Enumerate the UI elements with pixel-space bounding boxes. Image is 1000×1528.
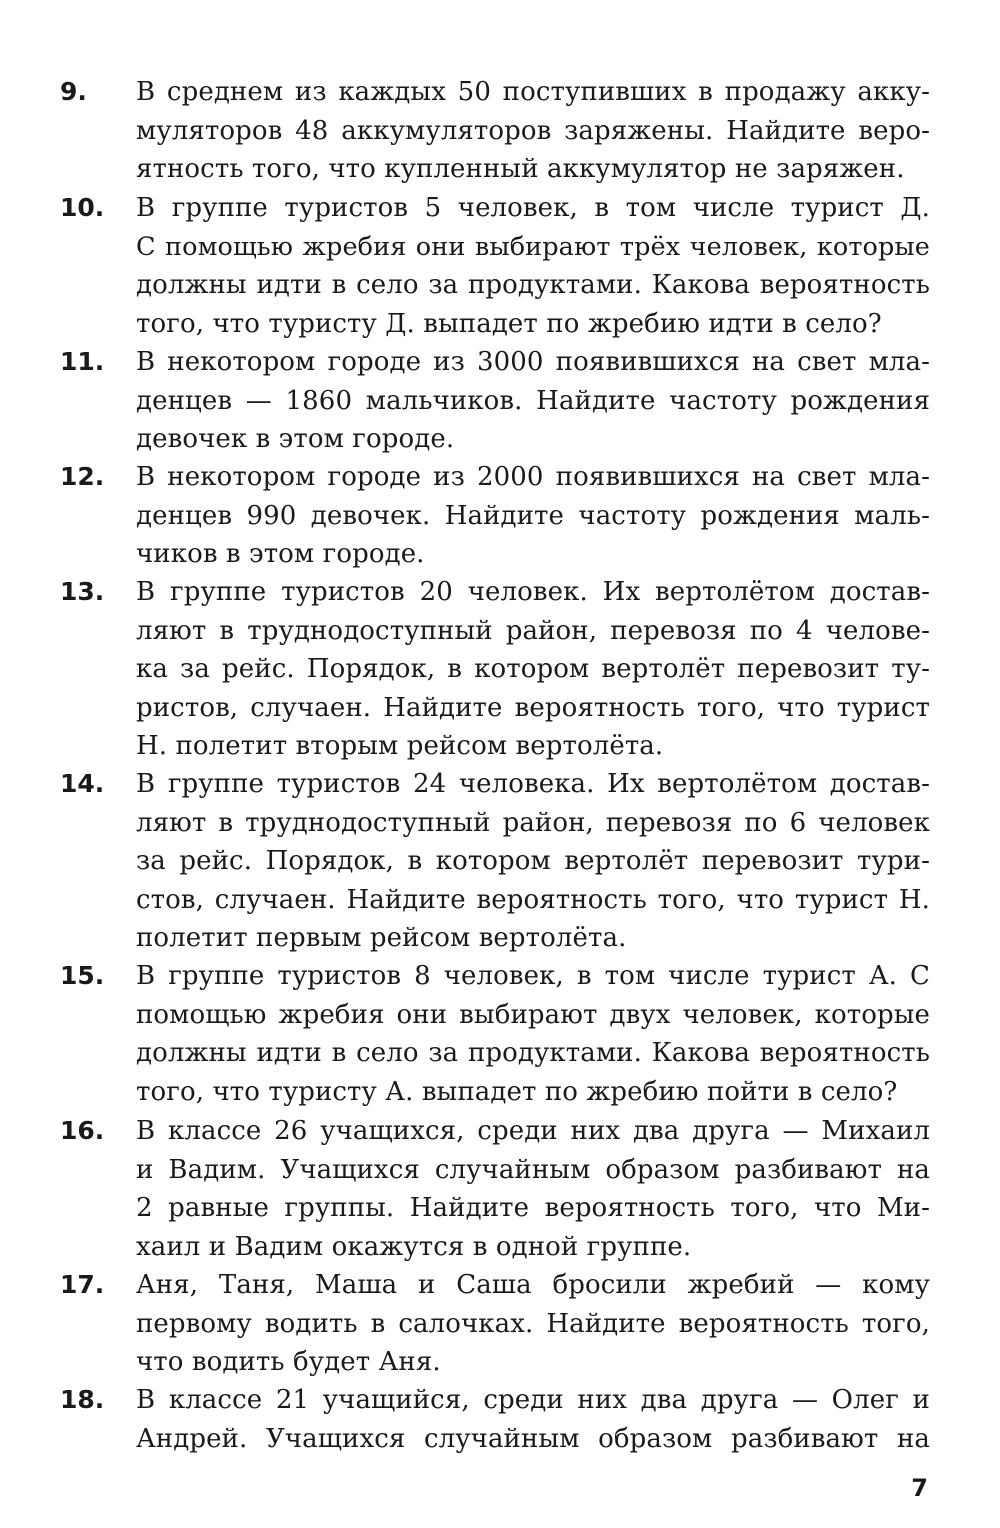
text-line: помощью жребия они выбирают двух человек, которые [136, 999, 930, 1030]
text-line: С помощью жребия они выбирают трёх человек, которые [136, 231, 930, 262]
problem-number: 16. [60, 1116, 105, 1145]
problem-number: 12. [60, 462, 105, 491]
problem-number: 17. [60, 1270, 105, 1299]
problem-number: 18. [60, 1385, 105, 1414]
problem-text [136, 73, 930, 189]
problem-number: 13. [60, 577, 105, 606]
text-line: В группе туристов 5 человек, в том числе турист Д. [136, 193, 930, 223]
problem-number: 15. [60, 961, 105, 990]
text-line: за рейс. Порядок, в котором вертолёт перевозит тури- [136, 846, 930, 876]
problem-12 [60, 458, 930, 574]
text-line: ристов, случаен. Найдите вероятность того, что турист [136, 692, 930, 723]
text-line: муляторов 48 аккумуляторов заряжены. Найдите веро- [136, 115, 930, 146]
problem-text [136, 573, 930, 766]
text-line: Андрей. Учащихся случайным образом разбивают на [136, 1423, 930, 1454]
problem-18 [60, 1381, 930, 1458]
text-line: должны идти в село за продуктами. Какова вероятность [136, 1038, 930, 1068]
text-line: В классе 21 учащийся, среди них два друга — Олег и [136, 1385, 930, 1415]
problem-17 [60, 1266, 930, 1382]
text-line: Аня, Таня, Маша и Саша бросили жребий — кому [136, 1270, 930, 1300]
text-line: В группе туристов 24 человека. Их вертолётом достав- [136, 769, 930, 799]
text-line: В некотором городе из 2000 появившихся на свет мла- [136, 462, 930, 492]
text-line: денцев 990 девочек. Найдите частоту рождения маль- [136, 500, 930, 531]
problem-text [136, 1112, 930, 1266]
text-line: В группе туристов 8 человек, в том числе турист А. С [136, 961, 930, 991]
problem-15 [60, 957, 930, 1111]
text-line: В некотором городе из 3000 появившихся на свет мла- [136, 347, 930, 377]
problem-text [136, 765, 930, 958]
problem-13 [60, 573, 930, 766]
problem-14 [60, 765, 930, 958]
text-line: В группе туристов 20 человек. Их вертолётом достав- [136, 577, 930, 607]
problem-number: 11. [60, 347, 105, 376]
problem-text [136, 1381, 930, 1458]
text-line: должны идти в село за продуктами. Какова вероятность [136, 270, 930, 300]
text-line: Н. полетит вторым рейсом вертолёта. [136, 731, 664, 761]
problem-number: 9. [60, 77, 87, 106]
text-line: ка за рейс. Порядок, в котором вертолёт перевозит ту- [136, 654, 930, 684]
problem-text [136, 189, 930, 343]
text-line: ляют в труднодоступный район, перевозя по 6 человек [136, 807, 930, 838]
problem-9 [60, 73, 930, 189]
text-line: того, что туристу Д. выпадет по жребию идти в село? [136, 308, 882, 339]
problem-text [136, 957, 930, 1111]
text-line: ляют в труднодоступный район, перевозя по 4 челове- [136, 615, 930, 646]
problem-10 [60, 189, 930, 343]
problem-number: 14. [60, 769, 105, 798]
problem-text [136, 343, 930, 459]
text-line: и Вадим. Учащихся случайным образом разбивают на [136, 1154, 930, 1185]
page-number: 7 [911, 1474, 928, 1502]
text-line: В среднем из каждых 50 поступивших в продажу акку- [136, 77, 930, 107]
text-line: девочек в этом городе. [136, 424, 455, 454]
problem-number: 10. [60, 193, 105, 222]
text-line: В классе 26 учащихся, среди них два друга — Михаил [136, 1116, 930, 1146]
text-line: полетит первым рейсом вертолёта. [136, 923, 627, 953]
text-line: чиков в этом городе. [136, 539, 425, 569]
problem-16 [60, 1112, 930, 1266]
text-line: 2 равные группы. Найдите вероятность того, что Ми- [136, 1193, 930, 1223]
text-line: хаил и Вадим окажутся в одной группе. [136, 1231, 692, 1262]
problem-11 [60, 343, 930, 459]
problem-text [136, 458, 930, 574]
problem-text [136, 1266, 930, 1382]
text-line: ятность того, что купленный аккумулятор не заряжен. [136, 154, 905, 184]
text-line: первому водить в салочках. Найдите вероятность того, [136, 1308, 930, 1339]
text-line: денцев — 1860 мальчиков. Найдите частоту рождения [136, 385, 930, 416]
text-line: что водить будет Аня. [136, 1347, 441, 1377]
text-line: того, что туристу А. выпадет по жребию пойти в село? [136, 1076, 898, 1107]
text-line: стов, случаен. Найдите вероятность того, что турист Н. [136, 884, 930, 915]
